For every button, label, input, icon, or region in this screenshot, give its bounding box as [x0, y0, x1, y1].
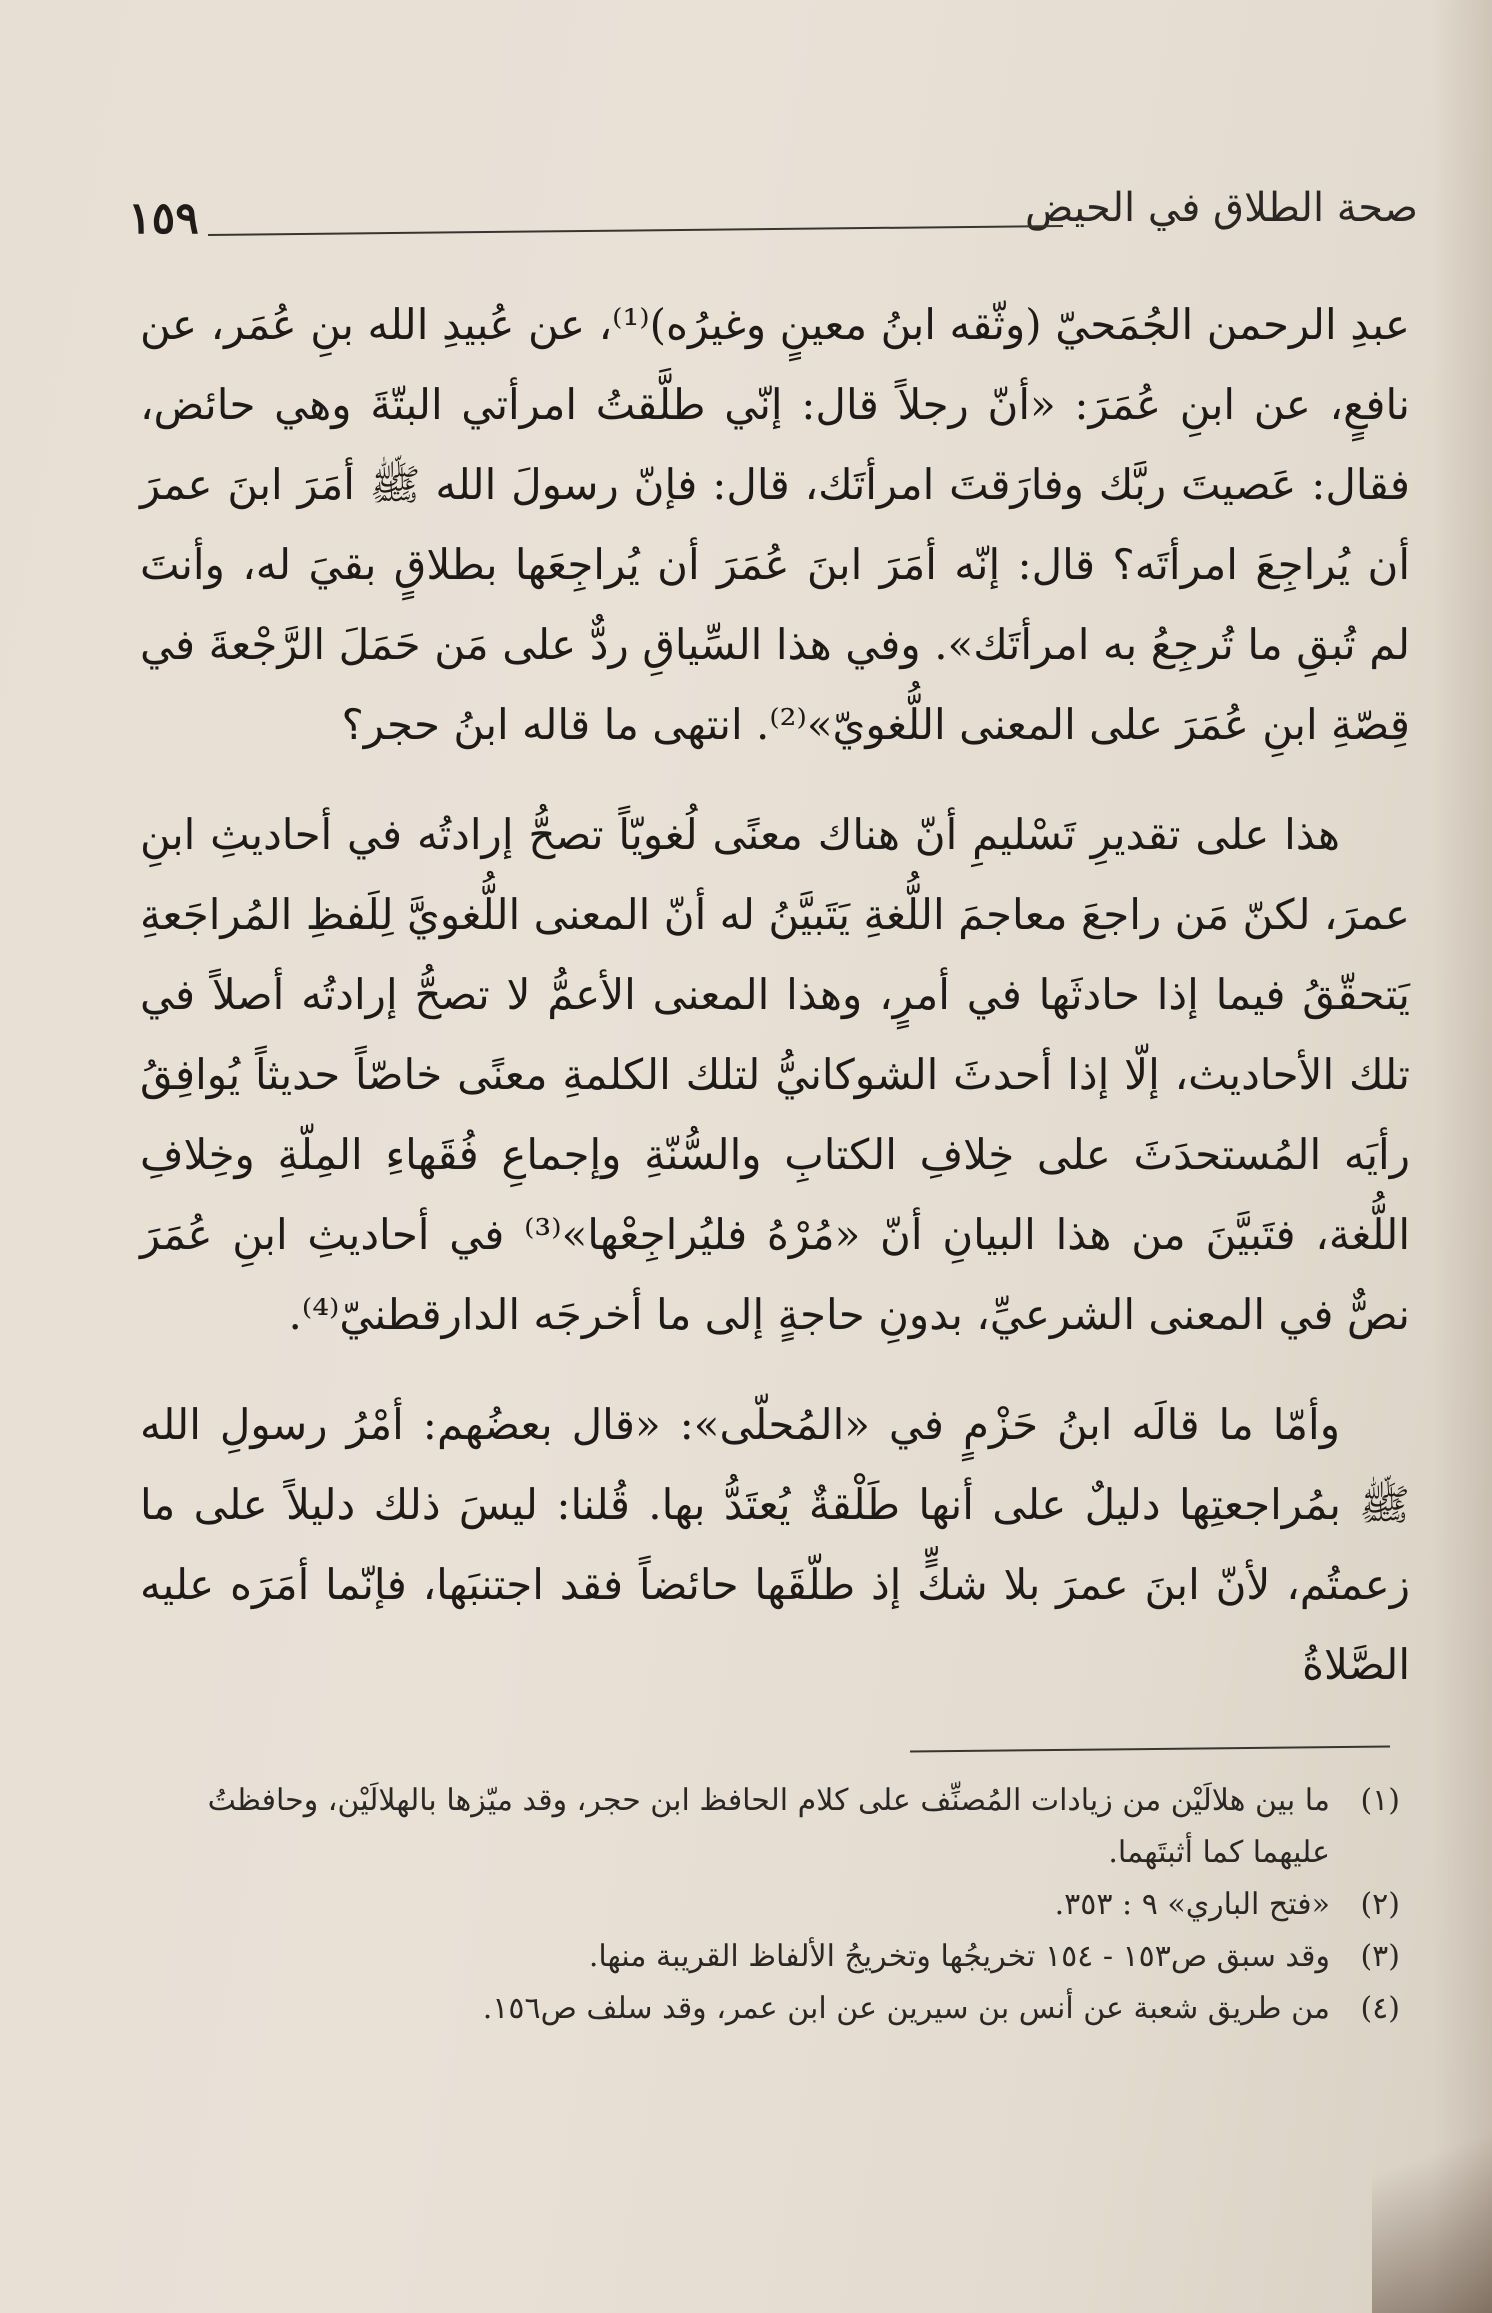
paragraph-2: هذا على تقديرِ تَسْليمِ أنّ هناك معنًى لُغويّاً تصحُّ إرادتُه في أحاديثِ ابنِ عمرَ، لكنّ مَن راجعَ معاجمَ اللُّغةِ يَتَبيَّنُ له أنّ المعنى اللُّغويَّ لِلَفظِ المُراجَعةِ يَتحقّقُ فيما إذا حادثَها في أمرٍ، وهذا المعنى الأعمُّ لا تصحُّ إرادتُه أصلاً في تلك الأحاديث، إلّا إذا أحدثَ الشوكانيُّ لتلك الكلمةِ معنًى خاصّاً حديثاً يُوافِقُ رأيَه المُستحدَثَ على خِلافِ الكتابِ والسُّنّةِ وإجماعِ فُقَهاءِ المِلّةِ وخِلافِ اللُّغة، فتَبيَّنَ من هذا البيانِ أنّ «مُرْهُ فليُراجِعْها»⁽³⁾ في أحاديثِ ابنِ عُمَرَ نصٌّ في المعنى الشرعيِّ، بدونِ حاجةٍ إلى ما أخرجَه الدارقطنيّ⁽⁴⁾.: [140, 810, 1410, 1339]
paragraph-3: وأمّا ما قالَه ابنُ حَزْمٍ في «المُحلّى»: «قال بعضُهم: أمْرُ رسولِ الله ﷺ بمُراجعتِها دليلٌ على أنها طَلْقةٌ يُعتَدُّ بها. قُلنا: ليسَ ذلك دليلاً على ما زعمتُم، لأنّ ابنَ عمرَ بلا شكٍّ إذ طلّقَها حائضاً فقد اجتنبَها، فإنّما أمَرَه عليه الصَّلاةُ: [140, 1400, 1410, 1689]
page-edge-shadow: [1432, 0, 1492, 2313]
header-rule: [208, 225, 1063, 236]
footnote-text: «فتح الباري» ٩ : ٣٥٣.: [1054, 1887, 1330, 1922]
footnote-text: من طريق شعبة عن أنس بن سيرين عن ابن عمر، وقد سلف ص١٥٦.: [482, 1991, 1330, 2026]
footnote-1: [180, 1775, 1400, 1879]
page-header: [128, 185, 1418, 255]
paragraph-1: عبدِ الرحمن الجُمَحيّ (وثّقه ابنُ معينٍ وغيرُه)⁽¹⁾، عن عُبيدِ الله بنِ عُمَر، عن نافعٍ، عن ابنِ عُمَرَ: «أنّ رجلاً قال: إنّي طلَّقتُ امرأتي البتّةَ وهي حائض، فقال: عَصيتَ ربَّك وفارَقتَ امرأتَك، قال: فإنّ رسولَ الله ﷺ أمَرَ ابنَ عمرَ أن يُراجِعَ امرأتَه؟ قال: إنّه أمَرَ ابنَ عُمَرَ أن يُراجِعَها بطلاقٍ بقيَ له، وأنتَ لم تُبقِ ما تُرجِعُ به امرأتَك». وفي هذا السِّياقِ ردٌّ على مَن حَمَلَ الرَّجْعةَ في قِصّةِ ابنِ عُمَرَ على المعنى اللُّغويّ»⁽²⁾. انتهى ما قاله ابنُ حجر؟: [140, 300, 1410, 749]
footnote-number: (٢): [1360, 1887, 1400, 1922]
footnote-number: (٣): [1360, 1939, 1400, 1974]
footnote-text: وقد سبق ص١٥٣ - ١٥٤ تخريجُها وتخريجُ الألفاظ القريبة منها.: [588, 1939, 1330, 1974]
footnote-3: [180, 1931, 1400, 1983]
main-text: [140, 285, 1410, 1735]
page-number: ١٥٩: [128, 193, 199, 244]
footnote-rule: [910, 1745, 1390, 1752]
running-title: صحة الطلاق في الحيض: [1024, 185, 1418, 231]
footnote-4: [180, 1983, 1400, 2035]
page-corner-shadow: [1372, 2053, 1492, 2313]
footnote-2: [180, 1879, 1400, 1931]
footnote-text: ما بين هلالَيْن من زيادات المُصنِّف على كلام الحافظ ابن حجر، وقد ميّزها بالهلالَيْن، وحافظتُ عليهما كما أثبتَهما.: [207, 1783, 1330, 1870]
footnote-number: (١): [1360, 1783, 1400, 1818]
footnote-number: (٤): [1360, 1991, 1400, 2026]
footnotes: [180, 1775, 1400, 2035]
